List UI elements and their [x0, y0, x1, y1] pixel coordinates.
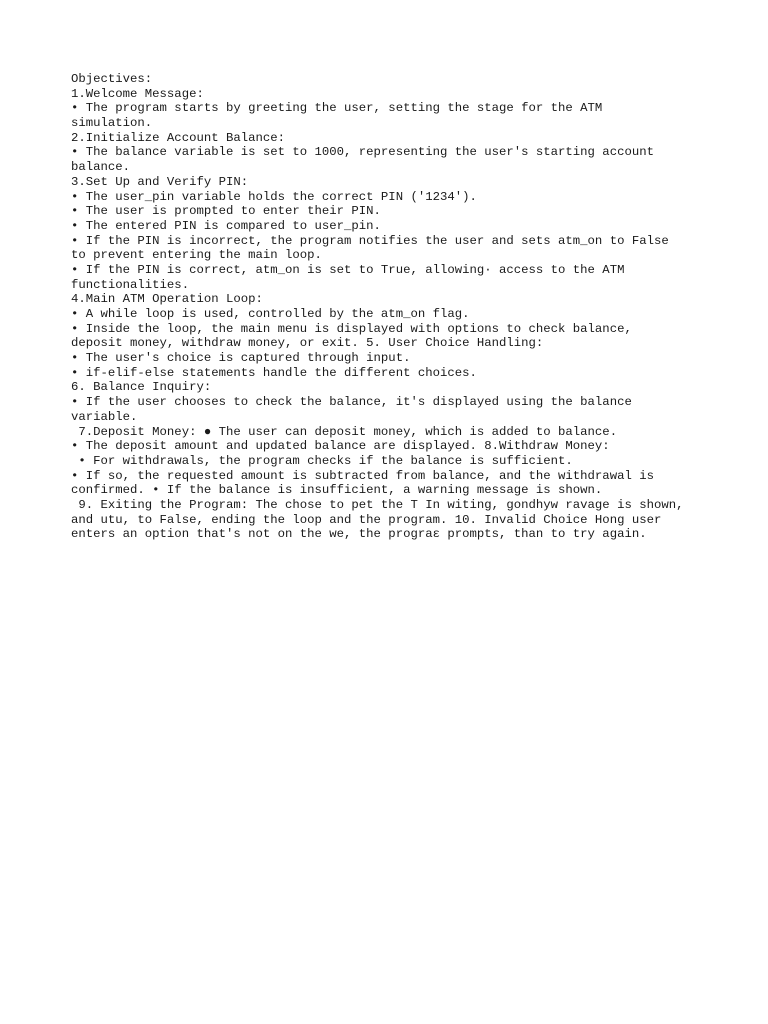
text-line: • If the PIN is correct, atm_on is set to True, allowing· access to the ATM: [71, 262, 625, 277]
section-balance-inquiry: 6. Balance Inquiry:: [71, 380, 212, 395]
text-line: • if-elif-else statements handle the different choices.: [71, 365, 477, 380]
text-line: • The user's choice is captured through input.: [71, 351, 411, 366]
section-initialize-balance: 2.Initialize Account Balance:: [71, 130, 286, 145]
text-line: enters an option that's not on the we, the prograε prompts, than to try again.: [71, 527, 647, 542]
text-line: • If the PIN is incorrect, the program notifies the user and sets atm_on to False: [71, 233, 669, 248]
text-line: simulation.: [71, 116, 153, 131]
document-text: [71, 72, 731, 542]
section-main-loop: 4.Main ATM Operation Loop:: [71, 292, 263, 307]
text-line: • If so, the requested amount is subtracted from balance, and the withdrawal is: [71, 468, 654, 483]
section-welcome-message: 1.Welcome Message:: [71, 86, 204, 101]
text-line: • For withdrawals, the program checks if the balance is sufficient.: [71, 453, 573, 468]
section-exiting-program: 9. Exiting the Program: The chose to pet the T In witing, gondhyw ravage is shown,: [71, 497, 684, 512]
text-line: • The user is prompted to enter their PIN.: [71, 204, 381, 219]
section-verify-pin: 3.Set Up and Verify PIN:: [71, 174, 249, 189]
text-line: • The entered PIN is compared to user_pin.: [71, 218, 381, 233]
section-deposit-money: 7.Deposit Money: ● The user can deposit money, which is added to balance.: [71, 424, 618, 439]
text-line: deposit money, withdraw money, or exit. 5. User Choice Handling:: [71, 336, 544, 351]
text-line: • Inside the loop, the main menu is displayed with options to check balance,: [71, 321, 632, 336]
text-line: • If the user chooses to check the balance, it's displayed using the balance: [71, 395, 632, 410]
text-line: variable.: [71, 409, 138, 424]
text-line: • The deposit amount and updated balance are displayed. 8.Withdraw Money:: [71, 439, 610, 454]
text-line: and utu, to False, ending the loop and the program. 10. Invalid Choice Hong user: [71, 512, 662, 527]
text-line: • The user_pin variable holds the correct PIN ('1234').: [71, 189, 477, 204]
text-line: • The balance variable is set to 1000, representing the user's starting account: [71, 145, 654, 160]
text-line: confirmed. • If the balance is insufficient, a warning message is shown.: [71, 483, 603, 498]
text-line: balance.: [71, 160, 131, 175]
heading-objectives: Objectives:: [71, 72, 153, 86]
text-line: to prevent entering the main loop.: [71, 248, 322, 263]
text-line: functionalities.: [71, 277, 190, 292]
text-line: • The program starts by greeting the user, setting the stage for the ATM: [71, 101, 603, 116]
text-line: • A while loop is used, controlled by the atm_on flag.: [71, 307, 470, 321]
